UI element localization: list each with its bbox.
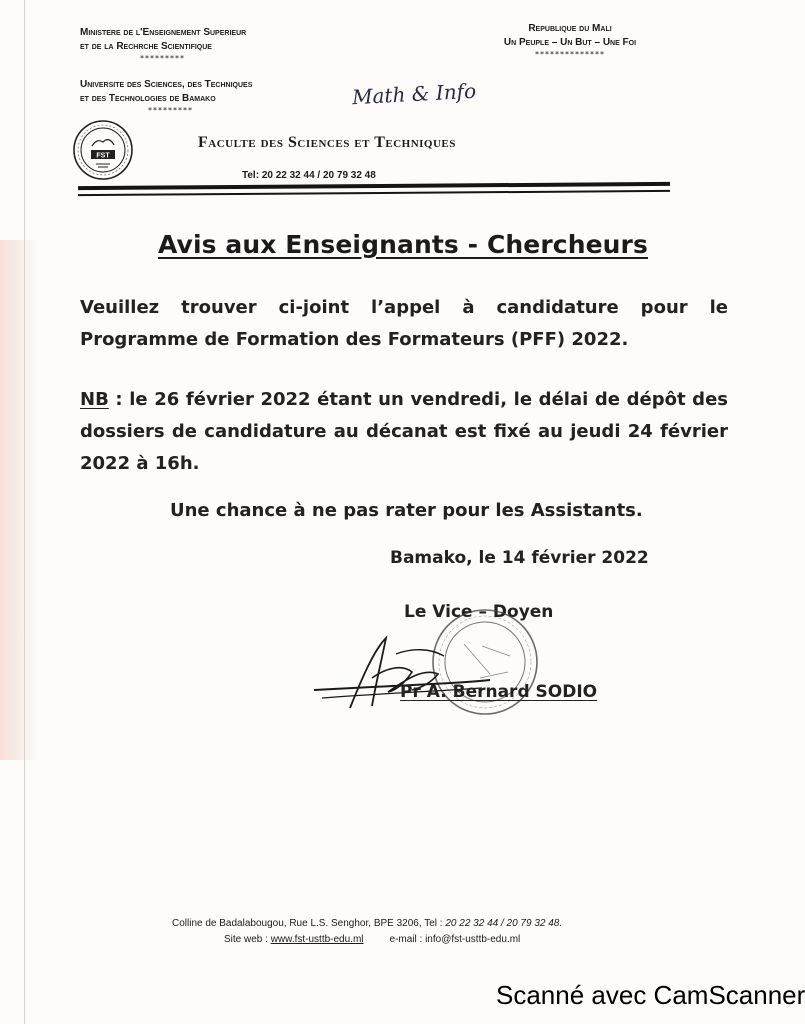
nb-label: NB: [80, 389, 109, 410]
republic-stars: **************: [535, 50, 605, 59]
scanner-watermark: Scanné avec CamScanner: [496, 980, 805, 1010]
handwritten-note: Math & Info: [351, 78, 477, 110]
ministry-line-2: et de la Rechrche Scientifique: [80, 41, 212, 52]
ministry-header: [80, 26, 360, 116]
signer-name: Pr A. Bernard SODIO: [400, 682, 598, 702]
scan-smudge: [0, 240, 40, 760]
closing-line: Une chance à ne pas rater pour les Assistants.: [170, 500, 643, 521]
footer-address: [172, 918, 562, 929]
university-line-2: et des Technologies de Bamako: [80, 93, 216, 104]
faculty-name: Faculte des Sciences et Techniques: [198, 134, 456, 151]
notice-paragraph-1: Veuillez trouver ci-joint l’appel à candidature pour le Programme de Formation des Formateurs (PFF) 2022.: [80, 297, 728, 350]
email-label: e-mail :: [389, 934, 426, 945]
footer-phone: 20 22 32 44 / 20 79 32 48.: [445, 918, 563, 929]
republic-name: Republique du Mali: [528, 23, 612, 34]
footer-address-text: Colline de Badalabougou, Rue L.S. Senghor, BPE 3206, Tel :: [172, 918, 446, 929]
university-line-1: Universite des Sciences, des Techniques: [80, 79, 253, 90]
header-rule-thin: [78, 190, 670, 196]
place-date: Bamako, le 14 février 2022: [390, 548, 649, 568]
notice-title: Avis aux Enseignants - Chercheurs: [158, 230, 648, 259]
faculty-phone: Tel: 20 22 32 44 / 20 79 32 48: [242, 170, 376, 181]
republic-header: [455, 22, 685, 60]
ministry-line-1: Ministere de l'Enseignement Superieur: [80, 27, 247, 38]
site-label: Site web :: [224, 934, 271, 945]
fst-logo-seal: [72, 116, 134, 184]
footer-contacts: [224, 934, 520, 945]
svg-text:FST: FST: [96, 152, 110, 160]
university-stars: *********: [148, 106, 193, 115]
ministry-stars: *********: [140, 54, 185, 63]
republic-motto: Un Peuple – Un But – Une Foi: [503, 37, 637, 48]
handwritten-signature: [312, 628, 492, 718]
nb-text: : le 26 février 2022 étant un vendredi, le délai de dépôt des dossiers de candidature au décanat est fixé au jeudi 24 février 2022 à 16h.: [80, 389, 728, 474]
email-link[interactable]: info@fst-usttb-edu.ml: [425, 934, 521, 945]
header-rule-thick: [78, 182, 670, 190]
notice-paragraph-2: [80, 384, 728, 480]
signer-title: Le Vice – Doyen: [404, 602, 554, 622]
site-link[interactable]: www.fst-usttb-edu.ml: [270, 934, 364, 945]
